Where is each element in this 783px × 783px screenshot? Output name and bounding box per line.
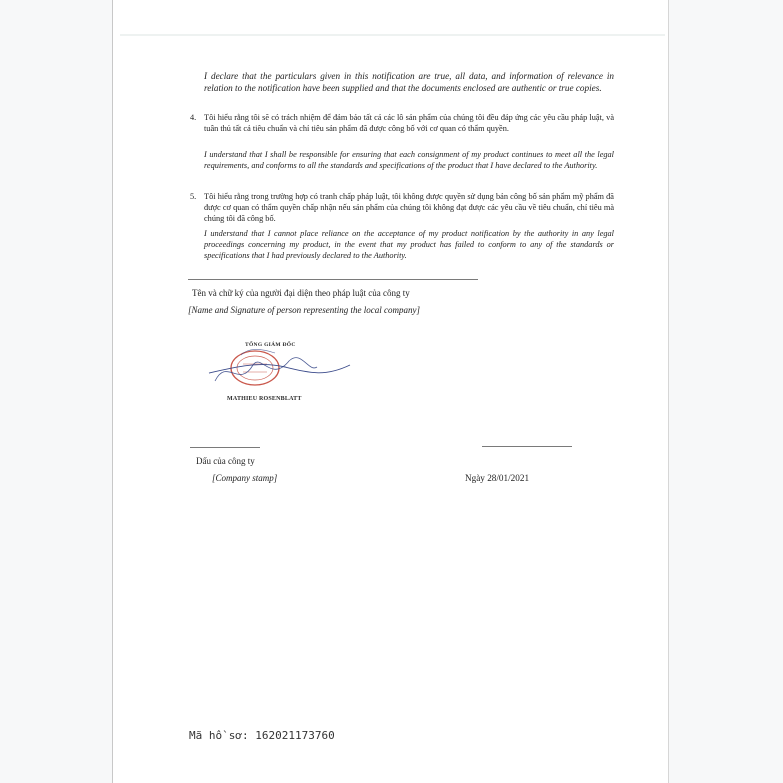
file-number: Mã hồ sơ: 162021173760 (189, 729, 335, 742)
declaration-paragraph: I declare that the particulars given in this notification are true, all data, and information of relevance in relation to the notification have been supplied and that the documents enclosed are authentic or true copies. (204, 71, 614, 93)
item-text-vi: Tôi hiểu rằng tôi sẽ có trách nhiệm để đảm bảo tất cả các lô sản phẩm của chúng tôi đều đáp ứng các yêu cầu pháp luật, và tuân thủ tất cả tiêu chuẩn và chỉ tiêu sản phẩm đã được công bố với cơ quan có thẩm quyền. (204, 113, 614, 133)
signature-rule (188, 279, 478, 280)
seal-inner-ring (237, 356, 273, 380)
signature-label-en: [Name and Signature of person representing the local company] (188, 305, 420, 315)
faint-header-line (120, 34, 665, 36)
date-text: Ngày 28/01/2021 (465, 473, 530, 483)
signer-name-text: MATHIEU ROSENBLATT (227, 396, 302, 402)
seal-title-text: TỔNG GIÁM ĐỐC (245, 342, 296, 348)
stamp-label-en: [Company stamp] (212, 473, 278, 483)
item-text-en: I understand that I shall be responsible for ensuring that each consignment of my product continues to meet all the legal requirements, and conforms to all the standards and specifications of the product that I have declared to the Authority. (204, 150, 614, 170)
item-text-vi: Tôi hiểu rằng trong trường hợp có tranh chấp pháp luật, tôi không được quyền sử dụng bản công bố sản phẩm mỹ phẩm đã được cơ quan có thẩm quyền chấp nhận nếu sản phẩm của chúng tôi không đạt được các yêu cầu về tiêu chuẩn, chỉ tiêu mà chúng tôi đã công bố. (204, 192, 614, 223)
page-edge-right (668, 0, 669, 783)
stamp-rule (190, 447, 260, 448)
date-rule (482, 446, 572, 447)
item-number: 4. (190, 113, 197, 122)
item-number: 5. (190, 192, 197, 201)
stamp-label-vi: Dấu của công ty (196, 456, 255, 466)
company-seal-signature (205, 337, 355, 407)
item-text-en: I understand that I cannot place reliance on the acceptance of my product notification by the authority in any legal proceedings concerning my product, in the event that my product has failed to conform to any of the standards or specifications that I had previously declared to the Authority. (204, 229, 614, 260)
signature-label-vi: Tên và chữ ký của người đại diện theo pháp luật của công ty (192, 288, 410, 298)
